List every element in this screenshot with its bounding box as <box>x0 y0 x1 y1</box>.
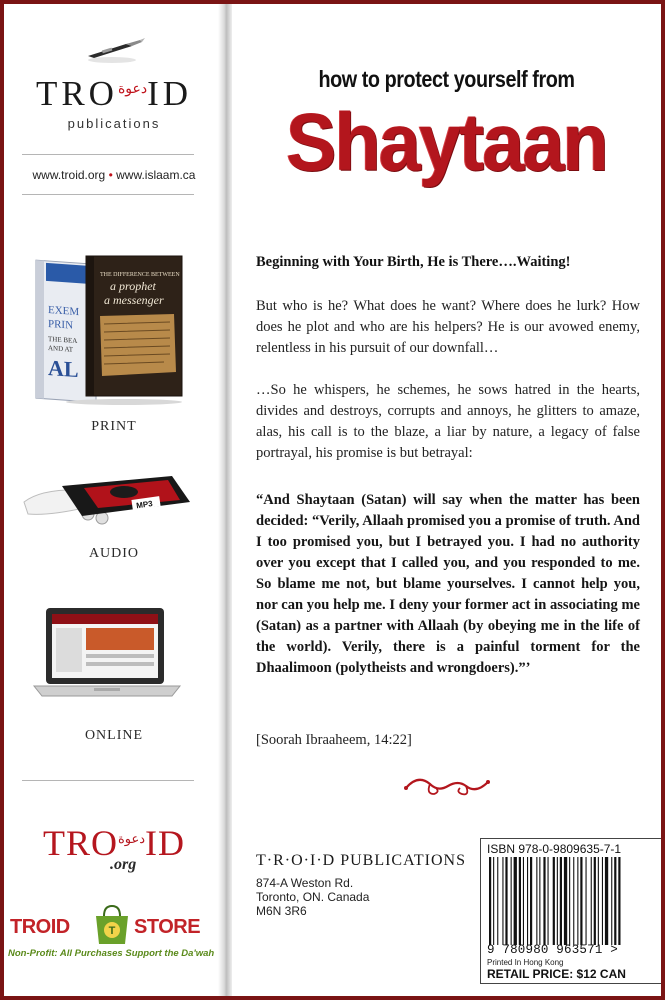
store-right-word: STORE <box>134 916 201 938</box>
back-book-word: EXEM <box>48 303 80 319</box>
barcode-bar <box>591 857 592 945</box>
divider <box>22 780 194 781</box>
barcode-bar <box>594 857 596 945</box>
printed-in: Printed In Hong Kong <box>487 958 564 967</box>
sidebar <box>4 4 224 996</box>
divider <box>22 154 194 155</box>
back-book-word: THE BEA <box>48 334 78 346</box>
troid-org-suffix: .org <box>110 856 137 873</box>
mp3-label: MP3 <box>135 499 154 511</box>
quote-citation: [Soorah Ibraaheem, 14:22] <box>256 732 412 748</box>
troid-org-mark: دعوة <box>117 831 146 846</box>
barcode-bar <box>497 857 498 945</box>
publications-subtitle: publications <box>67 116 161 131</box>
barcode-bar <box>505 857 507 945</box>
barcode-bar <box>536 857 537 945</box>
url-troid[interactable]: www.troid.org <box>32 168 106 182</box>
store-left-word: TROID <box>10 916 70 938</box>
phone-and-player-image <box>22 468 192 530</box>
publisher-name: T·R·O·I·D PUBLICATIONS <box>256 852 466 869</box>
barcode-bar <box>602 857 603 945</box>
bag-letter: T <box>108 925 116 937</box>
address-line-3: M6N 3R6 <box>256 904 307 918</box>
barcode-bar <box>564 857 567 945</box>
barcode-bar <box>519 857 521 945</box>
back-book-word: PRIN <box>48 317 74 332</box>
title-heading: how to protect yourself from <box>318 66 575 92</box>
barcode-bar <box>605 857 608 945</box>
barcode-bar <box>553 857 555 945</box>
barcode-bar <box>530 857 532 945</box>
troid-org-part2: ID <box>145 823 186 863</box>
isbn-number: ISBN 978-0-9809635-7-1 <box>487 842 622 856</box>
barcode-bar <box>523 857 524 945</box>
store-tagline: Non-Profit: All Purchases Support the Da'wah <box>8 948 215 959</box>
main-panel <box>232 4 661 996</box>
paragraph-1: But who is he? What does he want? Where does he lurk? How does he plot and who are his helpers? He is our avowed enemy, relentless in his pursuit of our downfall… <box>256 298 640 356</box>
lead-line: Beginning with Your Birth, He is There….Waiting! <box>256 254 571 270</box>
laptop-image <box>32 606 182 702</box>
barcode-bar <box>598 857 599 945</box>
barcode-bar <box>569 857 570 945</box>
troid-logo-name-part1: TRO <box>35 74 118 113</box>
barcode-bar <box>511 857 512 945</box>
troid-logo-name-part2: ID <box>147 74 193 113</box>
barcode-bar <box>527 857 528 945</box>
book-back-cover <box>4 4 661 996</box>
shopping-bag-icon <box>92 904 132 946</box>
book-covers-image <box>34 254 184 406</box>
barcode-bar <box>577 857 578 945</box>
section-label-print: PRINT <box>91 419 137 434</box>
barcode-bar <box>618 857 620 945</box>
barcode-bar <box>502 857 503 945</box>
address-line-2: Toronto, ON. Canada <box>256 890 370 904</box>
quran-quote: “And Shaytaan (Satan) will say when the matter has been decided: “Verily, Allaah promised you a promise of truth. And I too promised you, but I betrayed you. I had no authority over you except that I called you, and you responded to me. So blame me not, but blame yourselves. I cannot help you, nor can you help me. I deny your former act in associating me (Satan) as a partner with Allaah (by obeying me in the life of the world). Verily, there is a painful torment for the Dhaalimoon (polytheists and wrongdoers).”’ <box>256 492 640 676</box>
fountain-pen-icon <box>82 36 146 66</box>
flourish-ornament-icon <box>400 772 496 800</box>
barcode-bar <box>539 857 540 945</box>
barcode-bar <box>557 857 558 945</box>
troid-logo-mark: دعوة <box>117 82 148 97</box>
front-book-title-top: THE DIFFERENCE BETWEEN <box>100 272 180 278</box>
section-label-online: ONLINE <box>84 728 144 743</box>
barcode-bar <box>614 857 616 945</box>
back-book-word: AND AT <box>48 343 74 354</box>
section-label-audio: AUDIO <box>88 546 140 561</box>
barcode-bar <box>548 857 549 945</box>
front-book-title-b: a messenger <box>104 293 164 307</box>
divider <box>22 194 194 195</box>
troid-logo <box>4 74 224 114</box>
retail-price: RETAIL PRICE: $12 CAN <box>487 967 626 981</box>
barcode-bar <box>573 857 574 945</box>
barcode-bar <box>611 857 612 945</box>
book-title: Shaytaan <box>286 97 607 188</box>
front-book-title-a: a prophet <box>110 279 156 293</box>
barcode-bar <box>489 857 491 945</box>
barcode-bars <box>487 857 655 945</box>
barcode-bar <box>543 857 545 945</box>
troid-store-logo[interactable] <box>10 904 215 948</box>
barcode-bar <box>493 857 494 945</box>
back-book-big: AL <box>48 355 79 383</box>
paragraph-2: …So he whispers, he schemes, he sows hatred in the hearts, divides and destroys, corrupts and annoys, he glitters to amaze, alas, his call is to the blaze, a liar by nature, a legacy of false portrayal, his promise is but betrayal: <box>256 382 640 461</box>
barcode-bar <box>580 857 582 945</box>
barcode-digits: 9 780980 963571 > <box>487 943 618 957</box>
barcode-bar <box>560 857 562 945</box>
barcode-bar <box>586 857 587 945</box>
address-line-1: 874-A Weston Rd. <box>256 876 354 890</box>
url-islaam[interactable]: www.islaam.ca <box>116 168 196 182</box>
url-separator: • <box>108 168 113 182</box>
troid-org-part1: TRO <box>42 823 118 863</box>
barcode-panel <box>480 838 661 984</box>
spine-shadow <box>218 4 232 996</box>
barcode-bar <box>514 857 517 945</box>
website-urls <box>4 168 224 182</box>
